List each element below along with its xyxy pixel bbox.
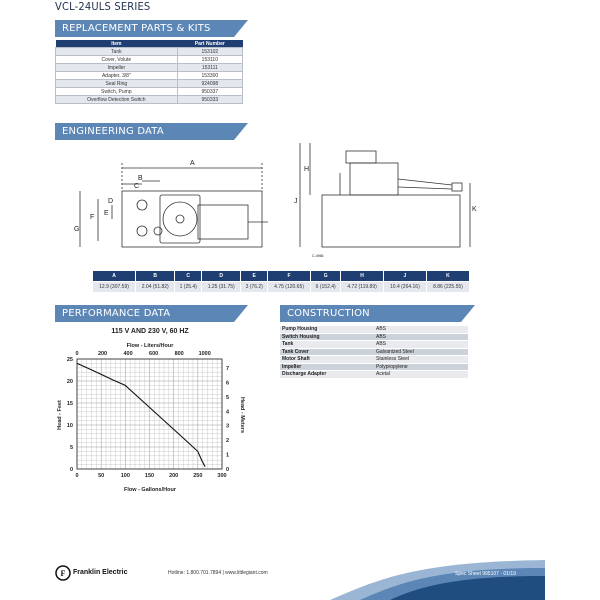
banner-tip (234, 305, 248, 322)
table-row (280, 356, 468, 364)
franklin-logo-icon (55, 565, 71, 581)
top-tick-label: 200 (97, 351, 108, 357)
material-value: ABS (374, 341, 468, 349)
label-j: J (294, 198, 298, 205)
parts-table (55, 40, 243, 104)
y-tick-label: 15 (66, 401, 73, 407)
label-c: C (134, 183, 140, 190)
material-key: Motor Shaft (280, 356, 374, 364)
table-row (280, 333, 468, 341)
material-key: Impeller (280, 363, 374, 371)
construction-table (280, 326, 468, 379)
spec-sheet: Spec Sheet 995107 · 01/19 (455, 571, 516, 577)
dim-header: E (241, 271, 268, 282)
material-key: Switch Housing (280, 333, 374, 341)
dim-header: J (383, 271, 426, 282)
parts-header-row (56, 40, 243, 48)
engineering-drawing (60, 143, 500, 268)
series-title: VCL-24ULS SERIES (55, 0, 151, 13)
dim-value: 1.25 (31.75) (202, 282, 241, 293)
chart-title: 115 V AND 230 V, 60 HZ (111, 328, 189, 335)
right-tick-label: 4 (226, 409, 230, 416)
right-tick-label: 7 (226, 365, 230, 372)
right-tick-label: 0 (226, 467, 230, 473)
table-row (280, 371, 468, 379)
y-tick-label: 5 (69, 445, 73, 451)
label-d: D (108, 198, 114, 205)
table-row (280, 341, 468, 349)
label-g: G (74, 226, 80, 233)
dim-header: G (311, 271, 341, 282)
x-axis-label: Flow - Gallons/Hour (124, 487, 176, 493)
dim-value: 3 (76.2) (241, 282, 268, 293)
drawing-code: C-4966 (312, 254, 324, 258)
label-e: E (104, 210, 109, 217)
x-tick-label: 50 (98, 473, 105, 479)
right-tick-label: 2 (226, 438, 230, 445)
material-key: Tank (280, 341, 374, 349)
dim-value: 2.04 (51.82) (136, 282, 175, 293)
table-row (280, 363, 468, 371)
volute-circle (163, 202, 197, 236)
dim-value: 8.86 (225.55) (426, 282, 469, 293)
cell: Switch, Pump (56, 88, 178, 96)
col-part-number: Part Number (177, 40, 242, 48)
dim-value: 4.75 (120.65) (268, 282, 311, 293)
cell: 950333 (177, 96, 242, 104)
top-tick-label: 0 (75, 351, 79, 357)
cell: Adapter, 3/8" (56, 72, 178, 80)
material-value: Polypropylene (374, 363, 468, 371)
svg-text:F: F (60, 569, 66, 578)
banner-tip (234, 123, 248, 140)
cell: Seal Ring (56, 80, 178, 88)
cell: 153300 (177, 72, 242, 80)
banner-tip (234, 20, 248, 37)
material-value: Acetal (374, 371, 468, 379)
table-row (56, 64, 243, 72)
y-tick-label: 0 (69, 467, 73, 473)
table-row (56, 80, 243, 88)
table-row (280, 348, 468, 356)
dim-value: 10.4 (264.16) (383, 282, 426, 293)
cell: 153102 (177, 48, 242, 56)
y-axis-label-left: Head - Feet (57, 400, 63, 430)
y-tick-label: 25 (66, 357, 73, 363)
material-key: Pump Housing (280, 326, 374, 333)
x-tick-label: 100 (120, 473, 130, 479)
x-tick-label: 200 (169, 473, 179, 479)
dim-header: A (93, 271, 136, 282)
top-tick-label: 800 (174, 351, 184, 357)
cell: Overflow Detection Switch (56, 96, 178, 104)
cell: 950337 (177, 88, 242, 96)
dims-value-row (93, 282, 470, 293)
dims-header-row (93, 271, 470, 282)
x-tick-label: 0 (75, 473, 79, 479)
right-tick-label: 1 (226, 452, 230, 459)
motor-side (350, 163, 398, 195)
col-item: Item (56, 40, 178, 48)
replacement-parts-banner: REPLACEMENT PARTS & KITS (55, 20, 234, 37)
y-tick-label: 10 (66, 423, 73, 429)
dim-header: K (426, 271, 469, 282)
table-row (56, 48, 243, 56)
motor-box (198, 205, 248, 239)
dim-header: F (268, 271, 311, 282)
cell: Impeller (56, 64, 178, 72)
engineering-data-banner: ENGINEERING DATA (55, 123, 234, 140)
dim-header: D (202, 271, 241, 282)
dim-header: B (136, 271, 175, 282)
material-value: ABS (374, 333, 468, 341)
material-value: Stainless Steel (374, 356, 468, 364)
right-tick-label: 6 (226, 380, 230, 387)
cell: 153111 (177, 64, 242, 72)
dim-value: 4.72 (119.89) (341, 282, 384, 293)
dimensions-table (92, 270, 470, 293)
table-row (56, 56, 243, 64)
label-k: K (472, 206, 477, 213)
top-axis-label: Flow - Liters/Hour (126, 343, 174, 349)
dim-value: 6 (152.4) (311, 282, 341, 293)
cell: Cover, Volute (56, 56, 178, 64)
footer-contact: Hotline: 1.800.701.7894 | www.littlegiant.com (168, 570, 268, 576)
x-tick-label: 300 (217, 473, 227, 479)
performance-chart (55, 323, 245, 495)
top-tick-label: 400 (123, 351, 133, 357)
right-tick-label: 5 (226, 394, 230, 401)
construction-banner: CONSTRUCTION (280, 305, 461, 322)
right-tick-label: 3 (226, 423, 230, 430)
dim-header: C (175, 271, 202, 282)
x-tick-label: 150 (144, 473, 155, 479)
dim-header: H (341, 271, 384, 282)
label-f: F (90, 214, 95, 221)
label-h: H (304, 166, 310, 173)
material-value: Galvanized Steel (374, 348, 468, 356)
table-row (280, 326, 468, 333)
performance-data-banner: PERFORMANCE DATA (55, 305, 234, 322)
cell: Tank (56, 48, 178, 56)
table-row (56, 96, 243, 104)
dim-value: 1 (25.4) (175, 282, 202, 293)
material-key: Discharge Adapter (280, 371, 374, 379)
brand-name: Franklin Electric (73, 569, 128, 576)
label-b: B (138, 175, 143, 182)
tank-outline (322, 195, 460, 247)
label-a: A (190, 160, 195, 167)
top-tick-label: 600 (149, 351, 159, 357)
x-tick-label: 250 (193, 473, 203, 479)
table-row (56, 72, 243, 80)
cell: 153110 (177, 56, 242, 64)
dim-value: 12.9 (307.59) (93, 282, 136, 293)
material-value: ABS (374, 326, 468, 333)
y-axis-label-right: Head - Meters (239, 396, 245, 434)
top-tick-label: 1000 (198, 351, 211, 357)
banner-tip (461, 305, 475, 322)
table-row (56, 88, 243, 96)
y-tick-label: 20 (66, 379, 73, 385)
cell: 924098 (177, 80, 242, 88)
material-key: Tank Cover (280, 348, 374, 356)
